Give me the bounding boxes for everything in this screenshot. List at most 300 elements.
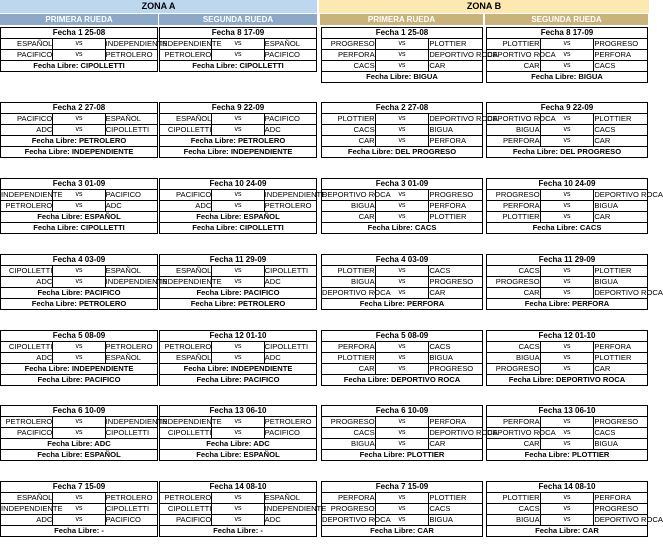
vs-label: vs <box>540 353 594 364</box>
away-team: PETROLERO <box>264 417 316 428</box>
fixture-table <box>486 330 648 386</box>
fecha-libre: Fecha Libre: DEPORTIVO ROCA <box>487 375 648 386</box>
match-row <box>487 277 648 288</box>
fecha-title: Fecha 14 08-10 <box>487 482 648 493</box>
home-team: PLOTTIER <box>322 266 376 277</box>
away-team: ESPAÑOL <box>105 353 157 364</box>
home-team: PETROLERO <box>1 417 53 428</box>
fixture-table <box>0 254 168 310</box>
fecha-title: Fecha 14 08-10 <box>160 482 317 493</box>
match-row <box>160 504 317 515</box>
match-row <box>487 439 648 450</box>
vs-label: vs <box>212 266 264 277</box>
vs-label: vs <box>53 342 105 353</box>
away-team: DEPORTIVO ROCA <box>594 288 663 297</box>
fecha-title: Fecha 1 25-08 <box>322 28 483 39</box>
fixture-block <box>0 178 158 234</box>
match-row <box>1 515 158 526</box>
away-team: DEPORTIVO ROCA <box>429 50 498 59</box>
away-team: DEPORTIVO ROCA <box>594 190 663 199</box>
away-team: ADC <box>105 201 157 212</box>
away-team: PETROLERO <box>105 342 157 353</box>
match-row <box>487 493 648 504</box>
away-team: CACS <box>429 266 483 277</box>
match-row <box>1 417 158 428</box>
away-team: ESPAÑOL <box>264 493 316 504</box>
vs-label: vs <box>375 342 429 353</box>
home-team: PETROLERO <box>160 493 212 504</box>
home-team: CIPOLLETTI <box>160 428 212 439</box>
fecha-title: Fecha 5 08-09 <box>322 331 483 342</box>
fixture-table <box>321 405 498 461</box>
vs-label: vs <box>212 417 264 428</box>
fecha-libre: Fecha Libre: PERFORA <box>322 299 483 310</box>
home-team: CAR <box>322 212 376 223</box>
fixture-table <box>321 481 483 537</box>
away-team: PETROLERO <box>264 201 316 212</box>
fixture-table <box>0 102 158 158</box>
match-row <box>322 504 483 515</box>
match-row <box>160 515 317 526</box>
home-team: ESPAÑOL <box>160 114 212 125</box>
vs-label: vs <box>540 288 594 299</box>
away-team: PLOTTIER <box>594 114 648 125</box>
fecha-title: Fecha 8 17-09 <box>487 28 648 39</box>
match-row <box>1 201 158 212</box>
fixture-block <box>159 27 317 72</box>
home-team: CACS <box>322 125 376 136</box>
vs-label: vs <box>375 277 429 288</box>
fecha-libre-second: Fecha Libre: INDEPENDIENTE <box>160 147 317 158</box>
fecha-title: Fecha 8 17-09 <box>160 28 317 39</box>
match-row <box>1 50 158 61</box>
home-team: CAR <box>322 136 376 147</box>
home-team: ESPAÑOL <box>160 266 212 277</box>
away-team: ADC <box>264 353 316 364</box>
match-row <box>1 277 158 288</box>
away-team: CAR <box>429 288 483 299</box>
vs-label: vs <box>540 50 594 61</box>
fecha-libre: Fecha Libre: ESPAÑOL <box>160 212 317 223</box>
match-row <box>160 190 317 201</box>
match-row <box>322 353 483 364</box>
vs-label: vs <box>212 353 264 364</box>
match-row <box>487 417 648 428</box>
fixture-block <box>159 254 317 310</box>
fixture-block <box>159 330 317 386</box>
fecha-libre-second: Fecha Libre: CIPOLLETTI <box>1 223 158 234</box>
fecha-title: Fecha 12 01-10 <box>160 331 317 342</box>
home-team: ESPAÑOL <box>1 493 53 504</box>
home-team: DEPORTIVO ROCA <box>322 515 391 524</box>
fixture-block <box>486 102 648 158</box>
fecha-libre-second: Fecha Libre: ESPAÑOL <box>1 450 158 461</box>
away-team: BIGUA <box>429 515 483 526</box>
fixture-block <box>486 254 663 310</box>
match-row <box>487 50 648 61</box>
match-row <box>322 190 483 201</box>
away-team: INDEPENDIENTE <box>105 39 168 48</box>
match-row <box>160 125 317 136</box>
home-team: DEPORTIVO ROCA <box>322 190 391 199</box>
fixture-table <box>486 178 663 234</box>
fecha-title: Fecha 4 03-09 <box>322 255 483 266</box>
home-team: CIPOLLETTI <box>160 125 212 136</box>
away-team: INDEPENDIENTE <box>105 277 168 286</box>
vs-label: vs <box>540 504 594 515</box>
away-team: PLOTTIER <box>429 493 483 504</box>
home-team: PACIFICO <box>160 190 212 201</box>
home-team: INDEPENDIENTE <box>160 417 222 426</box>
fixture-block <box>486 405 648 461</box>
away-team: CACS <box>594 125 648 136</box>
home-team: CACS <box>487 342 541 353</box>
away-team: PROGRESO <box>429 364 483 375</box>
home-team: PETROLERO <box>160 50 212 61</box>
match-row <box>487 190 648 201</box>
fixture-table <box>0 405 168 461</box>
away-team: CAR <box>429 61 483 72</box>
vs-label: vs <box>53 114 105 125</box>
fixture-table <box>159 178 327 234</box>
away-team: CIPOLLETTI <box>264 266 316 277</box>
home-team: PERFORA <box>487 201 541 212</box>
home-team: PLOTTIER <box>487 493 541 504</box>
fecha-title: Fecha 10 24-09 <box>160 179 317 190</box>
vs-label: vs <box>212 428 264 439</box>
fecha-title: Fecha 9 22-09 <box>160 103 317 114</box>
match-row <box>160 114 317 125</box>
vs-label: vs <box>540 190 594 201</box>
away-team: PLOTTIER <box>429 212 483 223</box>
match-row <box>160 342 317 353</box>
fecha-title: Fecha 11 29-09 <box>487 255 648 266</box>
match-row <box>487 342 648 353</box>
home-team: CACS <box>322 428 376 439</box>
fixture-block <box>321 102 498 158</box>
fixture-table <box>321 102 498 158</box>
match-row <box>487 428 648 439</box>
fixture-table <box>486 481 663 537</box>
vs-label: vs <box>212 493 264 504</box>
vs-label: vs <box>540 125 594 136</box>
fixture-table <box>159 330 317 386</box>
vs-label: vs <box>540 428 594 439</box>
match-row <box>1 353 158 364</box>
fecha-libre-second: Fecha Libre: PETROLERO <box>1 299 158 310</box>
vs-label: vs <box>540 61 594 72</box>
away-team: PACIFICO <box>264 428 316 439</box>
home-team: ADC <box>160 201 212 212</box>
vs-label: vs <box>540 439 594 450</box>
fecha-libre-second: Fecha Libre: PACIFICO <box>160 375 317 386</box>
away-team: PERFORA <box>594 493 648 504</box>
away-team: PACIFICO <box>105 515 157 526</box>
vs-label: vs <box>53 428 105 439</box>
fecha-title: Fecha 9 22-09 <box>487 103 648 114</box>
away-team: CACS <box>429 504 483 515</box>
home-team: ADC <box>1 353 53 364</box>
match-row <box>487 136 648 147</box>
fecha-title: Fecha 7 15-09 <box>322 482 483 493</box>
home-team: PETROLERO <box>1 201 53 212</box>
away-team: INDEPENDIENTE <box>264 190 327 199</box>
fecha-title: Fecha 13 06-10 <box>487 406 648 417</box>
away-team: PROGRESO <box>429 190 483 201</box>
match-row <box>487 61 648 72</box>
match-row <box>160 201 317 212</box>
fecha-title: Fecha 13 06-10 <box>160 406 317 417</box>
home-team: PLOTTIER <box>322 114 376 125</box>
vs-label: vs <box>53 504 105 515</box>
home-team: PERFORA <box>322 342 376 353</box>
fixture-table <box>321 254 483 310</box>
home-team: ADC <box>1 125 53 136</box>
home-team: PERFORA <box>322 493 376 504</box>
vs-label: vs <box>375 114 429 125</box>
away-team: PLOTTIER <box>594 353 648 364</box>
vs-label: vs <box>540 39 594 50</box>
vs-label: vs <box>375 417 429 428</box>
home-team: PROGRESO <box>322 504 376 515</box>
away-team: BIGUA <box>429 353 483 364</box>
home-team: BIGUA <box>322 439 376 450</box>
fixture-block <box>321 254 483 310</box>
vs-label: vs <box>375 125 429 136</box>
home-team: PROGRESO <box>322 39 376 50</box>
fecha-title: Fecha 7 15-09 <box>1 482 158 493</box>
vs-label: vs <box>375 428 429 439</box>
away-team: PLOTTIER <box>429 39 483 50</box>
away-team: CACS <box>594 61 648 72</box>
fecha-libre: Fecha Libre: - <box>160 526 317 537</box>
home-team: ESPAÑOL <box>1 39 53 50</box>
match-row <box>160 493 317 504</box>
fecha-libre: Fecha Libre: PLOTTIER <box>487 450 648 461</box>
fecha-libre: Fecha Libre: CACS <box>487 223 648 234</box>
match-row <box>160 266 317 277</box>
fixture-table <box>486 254 663 310</box>
vs-label: vs <box>540 114 594 125</box>
match-row <box>322 39 483 50</box>
vs-label: vs <box>375 515 429 526</box>
match-row <box>322 50 483 61</box>
fecha-libre: Fecha Libre: ESPAÑOL <box>1 212 158 223</box>
fixture-block <box>159 405 317 461</box>
fixture-table <box>0 27 168 72</box>
fixture-block <box>321 27 498 83</box>
away-team: PROGRESO <box>594 417 648 428</box>
fecha-title: Fecha 5 08-09 <box>1 331 158 342</box>
fixture-block <box>321 330 483 386</box>
match-row <box>487 114 648 125</box>
vs-label: vs <box>53 493 105 504</box>
fixture-block <box>0 481 158 537</box>
home-team: BIGUA <box>322 277 376 288</box>
fixture-block <box>0 102 158 158</box>
home-team: PLOTTIER <box>487 212 541 223</box>
vs-label: vs <box>375 50 429 61</box>
fixture-table <box>159 405 317 461</box>
fecha-libre: Fecha Libre: CACS <box>322 223 483 234</box>
fecha-libre-second: Fecha Libre: CIPOLLETTI <box>160 223 317 234</box>
match-row <box>322 136 483 147</box>
vs-label: vs <box>375 353 429 364</box>
fecha-title: Fecha 3 01-09 <box>1 179 158 190</box>
home-team: PACIFICO <box>1 428 53 439</box>
fecha-libre: Fecha Libre: INDEPENDIENTE <box>160 364 317 375</box>
match-row <box>487 125 648 136</box>
away-team: PACIFICO <box>264 50 316 61</box>
vs-label: vs <box>540 212 594 223</box>
fecha-libre: Fecha Libre: DEL PROGRESO <box>322 147 483 158</box>
match-row <box>487 212 648 223</box>
away-team: INDEPENDIENTE <box>264 504 327 513</box>
match-row <box>1 493 158 504</box>
away-team: ESPAÑOL <box>105 114 157 125</box>
away-team: INDEPENDIENTE <box>105 417 168 426</box>
home-team: BIGUA <box>487 125 541 136</box>
vs-label: vs <box>212 504 264 515</box>
home-team: PROGRESO <box>487 277 541 288</box>
vs-label: vs <box>53 353 105 364</box>
vs-label: vs <box>540 417 594 428</box>
match-row <box>1 504 158 515</box>
vs-label: vs <box>540 201 594 212</box>
home-team: INDEPENDIENTE <box>160 39 222 48</box>
away-team: PETROLERO <box>105 493 157 504</box>
fixture-block <box>159 481 327 537</box>
vs-label: vs <box>375 61 429 72</box>
away-team: PERFORA <box>429 201 483 212</box>
home-team: CIPOLLETTI <box>1 342 53 353</box>
fecha-title: Fecha 2 27-08 <box>1 103 158 114</box>
vs-label: vs <box>375 504 429 515</box>
fecha-title: Fecha 6 10-09 <box>322 406 483 417</box>
fecha-libre: Fecha Libre: PETROLERO <box>160 136 317 147</box>
away-team: PROGRESO <box>429 277 483 288</box>
fecha-libre: Fecha Libre: - <box>1 526 158 537</box>
match-row <box>487 353 648 364</box>
match-row <box>322 201 483 212</box>
match-row <box>1 190 158 201</box>
fecha-libre: Fecha Libre: PLOTTIER <box>322 450 483 461</box>
away-team: CIPOLLETTI <box>105 125 157 136</box>
away-team: PERFORA <box>594 50 648 61</box>
home-team: PETROLERO <box>160 342 212 353</box>
away-team: CAR <box>594 364 648 375</box>
match-row <box>487 364 648 375</box>
vs-label: vs <box>53 515 105 526</box>
home-team: PACIFICO <box>1 50 53 61</box>
vs-label: vs <box>212 125 264 136</box>
fixture-table <box>159 481 327 537</box>
zone-a-primera-header: PRIMERA RUEDA <box>0 14 158 25</box>
fixture-table <box>486 27 648 83</box>
fixture-table <box>0 330 158 386</box>
fixture-block <box>486 178 663 234</box>
match-row <box>322 61 483 72</box>
fecha-libre: Fecha Libre: CAR <box>322 526 483 537</box>
vs-label: vs <box>53 190 105 201</box>
fecha-libre: Fecha Libre: CIPOLLETTI <box>160 61 317 72</box>
away-team: ADC <box>264 277 316 288</box>
vs-label: vs <box>540 266 594 277</box>
home-team: CACS <box>487 504 541 515</box>
home-team: CAR <box>487 61 541 72</box>
fixture-table <box>0 481 158 537</box>
match-row <box>487 288 648 299</box>
away-team: CIPOLLETTI <box>105 504 157 515</box>
fixture-table <box>321 330 483 386</box>
away-team: CIPOLLETTI <box>105 428 157 439</box>
vs-label: vs <box>375 266 429 277</box>
away-team: ESPAÑOL <box>264 39 316 50</box>
away-team: PETROLERO <box>105 50 157 61</box>
vs-label: vs <box>53 417 105 428</box>
vs-label: vs <box>212 190 264 201</box>
away-team: PROGRESO <box>594 39 648 50</box>
away-team: ADC <box>264 125 316 136</box>
fecha-libre: Fecha Libre: INDEPENDIENTE <box>1 364 158 375</box>
home-team: ADC <box>1 277 53 288</box>
away-team: CAR <box>429 439 483 450</box>
home-team: CAR <box>487 439 541 450</box>
fecha-libre: Fecha Libre: BIGUA <box>322 72 483 83</box>
match-row <box>160 50 317 61</box>
match-row <box>1 39 158 50</box>
vs-label: vs <box>212 515 264 526</box>
away-team: DEPORTIVO ROCA <box>594 515 663 524</box>
away-team: PACIFICO <box>264 114 316 125</box>
away-team: CAR <box>594 136 648 147</box>
vs-label: vs <box>540 136 594 147</box>
zone-b-primera-header: PRIMERA RUEDA <box>320 14 483 25</box>
fixture-table <box>159 254 317 310</box>
home-team: DEPORTIVO ROCA <box>487 428 556 437</box>
away-team: PERFORA <box>429 136 483 147</box>
home-team: DEPORTIVO ROCA <box>487 50 556 59</box>
fixture-block <box>321 405 498 461</box>
vs-label: vs <box>375 439 429 450</box>
match-row <box>160 353 317 364</box>
away-team: ESPAÑOL <box>105 266 157 277</box>
away-team: DEPORTIVO ROCA <box>429 114 498 123</box>
fecha-libre-second: Fecha Libre: PETROLERO <box>160 299 317 310</box>
home-team: INDEPENDIENTE <box>1 190 63 199</box>
away-team: PERFORA <box>429 417 483 428</box>
fixture-block <box>0 330 158 386</box>
vs-label: vs <box>53 201 105 212</box>
fixture-table <box>321 27 498 83</box>
home-team: INDEPENDIENTE <box>1 504 63 513</box>
fixture-table <box>159 102 317 158</box>
fixture-block <box>321 481 483 537</box>
vs-label: vs <box>375 364 429 375</box>
home-team: CACS <box>487 266 541 277</box>
vs-label: vs <box>212 114 264 125</box>
fecha-title: Fecha 2 27-08 <box>322 103 483 114</box>
fecha-libre: Fecha Libre: ADC <box>160 439 317 450</box>
vs-label: vs <box>212 342 264 353</box>
vs-label: vs <box>212 201 264 212</box>
away-team: BIGUA <box>594 201 648 212</box>
match-row <box>487 39 648 50</box>
match-row <box>322 277 483 288</box>
home-team: PROGRESO <box>487 190 541 201</box>
match-row <box>322 342 483 353</box>
zone-b-segunda-header: SEGUNDA RUEDA <box>485 14 648 25</box>
